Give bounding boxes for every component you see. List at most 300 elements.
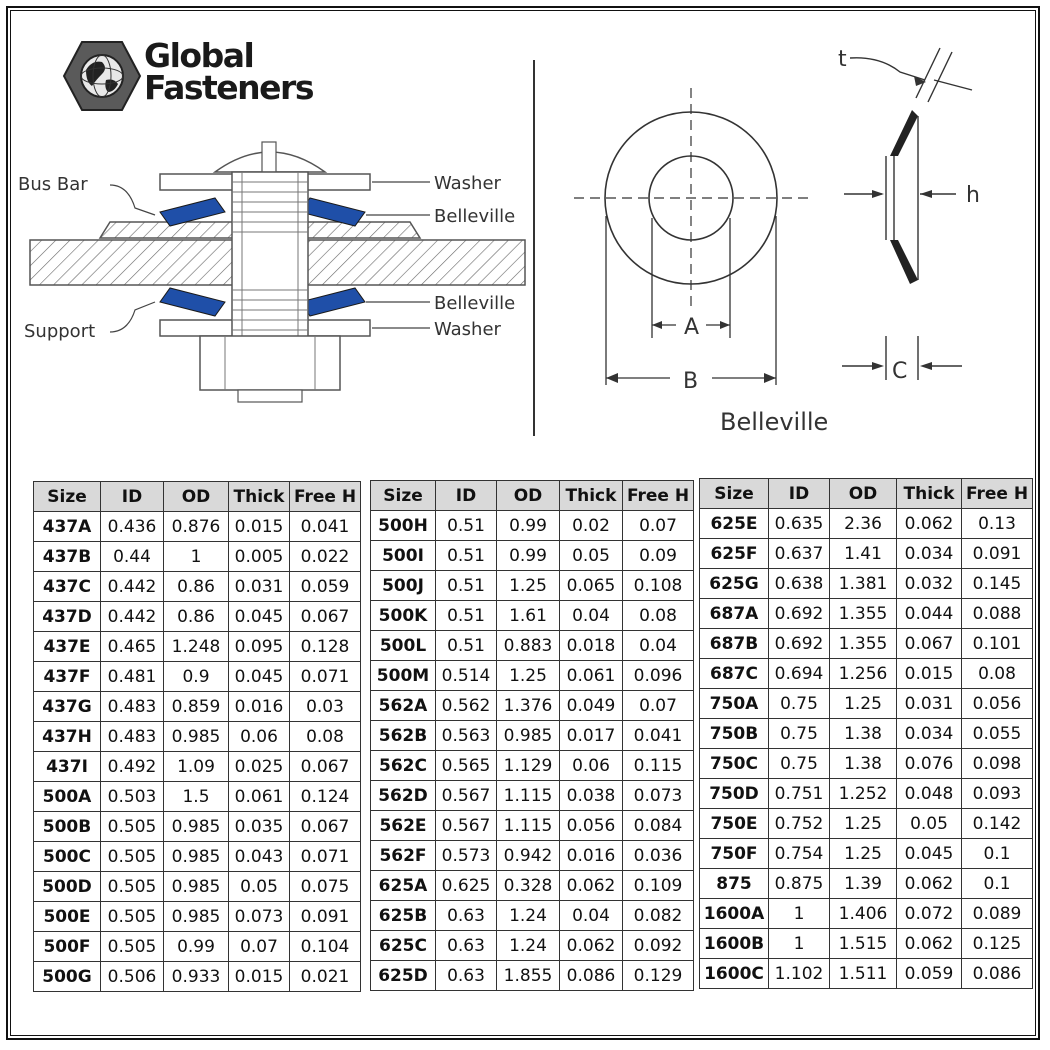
value-cell: 0.086 (560, 961, 623, 991)
value-cell: 0.985 (164, 842, 229, 872)
size-cell: 437E (34, 632, 101, 662)
table-row (700, 629, 1033, 659)
size-cell: 500E (34, 902, 101, 932)
value-cell: 0.129 (623, 961, 694, 991)
value-cell: 0.51 (436, 541, 497, 571)
belleville-bottom-label: Belleville (434, 293, 516, 314)
value-cell: 0.055 (962, 719, 1033, 749)
value-cell: 0.128 (290, 632, 361, 662)
value-cell: 0.082 (623, 901, 694, 931)
value-cell: 0.04 (560, 601, 623, 631)
table-row (34, 722, 361, 752)
value-cell: 1.38 (830, 749, 897, 779)
value-cell: 1.256 (830, 659, 897, 689)
value-cell: 0.483 (101, 722, 164, 752)
size-cell: 750F (700, 839, 769, 869)
table-row (700, 719, 1033, 749)
value-cell: 0.09 (623, 541, 694, 571)
table-row (34, 812, 361, 842)
value-cell: 0.07 (623, 511, 694, 541)
value-cell: 0.565 (436, 751, 497, 781)
value-cell: 0.567 (436, 781, 497, 811)
value-cell: 0.017 (560, 721, 623, 751)
size-cell: 625G (700, 569, 769, 599)
value-cell: 0.505 (101, 872, 164, 902)
value-cell: 0.061 (229, 782, 290, 812)
column-header: Thick (229, 482, 290, 512)
value-cell: 0.442 (101, 572, 164, 602)
brand-name-line1: Global (144, 36, 254, 75)
value-cell: 0.093 (962, 779, 1033, 809)
value-cell: 0.015 (229, 512, 290, 542)
value-cell: 0.109 (623, 871, 694, 901)
column-header: Free H (962, 479, 1033, 509)
washer-bottom-label: Washer (434, 319, 501, 340)
value-cell: 0.049 (560, 691, 623, 721)
column-header: OD (830, 479, 897, 509)
table-row (34, 632, 361, 662)
size-cell: 562C (371, 751, 436, 781)
table-row (700, 509, 1033, 539)
size-cell: 562F (371, 841, 436, 871)
value-cell: 0.115 (623, 751, 694, 781)
value-cell: 0.095 (229, 632, 290, 662)
size-cell: 625C (371, 931, 436, 961)
value-cell: 0.005 (229, 542, 290, 572)
value-cell: 0.692 (769, 599, 830, 629)
value-cell: 0.073 (623, 781, 694, 811)
size-cell: 687C (700, 659, 769, 689)
size-cell: 500F (34, 932, 101, 962)
size-cell: 500I (371, 541, 436, 571)
table-row (34, 932, 361, 962)
value-cell: 1.25 (497, 571, 560, 601)
value-cell: 0.067 (290, 602, 361, 632)
table-row (700, 689, 1033, 719)
value-cell: 0.483 (101, 692, 164, 722)
value-cell: 0.035 (229, 812, 290, 842)
size-cell: 500C (34, 842, 101, 872)
value-cell: 0.098 (962, 749, 1033, 779)
value-cell: 0.016 (229, 692, 290, 722)
table-row (371, 811, 694, 841)
brand-name-line2: Fasteners (144, 68, 313, 107)
dimension-t-label: t (838, 47, 847, 72)
size-cell: 500M (371, 661, 436, 691)
spec-table-1 (33, 481, 361, 992)
value-cell: 0.86 (164, 602, 229, 632)
table-header-row (700, 479, 1033, 509)
value-cell: 0.1 (962, 839, 1033, 869)
table-row (34, 572, 361, 602)
value-cell: 0.942 (497, 841, 560, 871)
value-cell: 0.436 (101, 512, 164, 542)
size-cell: 500K (371, 601, 436, 631)
column-header: Thick (560, 481, 623, 511)
value-cell: 1.515 (830, 929, 897, 959)
table-row (34, 512, 361, 542)
value-cell: 0.635 (769, 509, 830, 539)
size-cell: 687A (700, 599, 769, 629)
value-cell: 1.511 (830, 959, 897, 989)
value-cell: 0.465 (101, 632, 164, 662)
size-cell: 562B (371, 721, 436, 751)
size-cell: 750D (700, 779, 769, 809)
value-cell: 0.04 (560, 901, 623, 931)
value-cell: 0.092 (623, 931, 694, 961)
value-cell: 0.096 (623, 661, 694, 691)
value-cell: 1.115 (497, 811, 560, 841)
value-cell: 1.41 (830, 539, 897, 569)
value-cell: 0.563 (436, 721, 497, 751)
value-cell: 0.63 (436, 961, 497, 991)
value-cell: 0.088 (962, 599, 1033, 629)
table-row (700, 839, 1033, 869)
value-cell: 0.072 (897, 899, 962, 929)
value-cell: 0.08 (962, 659, 1033, 689)
value-cell: 1.61 (497, 601, 560, 631)
value-cell: 0.505 (101, 932, 164, 962)
value-cell: 0.752 (769, 809, 830, 839)
value-cell: 0.084 (623, 811, 694, 841)
value-cell: 0.071 (290, 842, 361, 872)
value-cell: 1.129 (497, 751, 560, 781)
brand-name (144, 36, 313, 107)
size-cell: 687B (700, 629, 769, 659)
column-header: Size (34, 482, 101, 512)
value-cell: 0.059 (897, 959, 962, 989)
column-header: Thick (897, 479, 962, 509)
table-row (34, 872, 361, 902)
value-cell: 0.63 (436, 901, 497, 931)
value-cell: 0.63 (436, 931, 497, 961)
value-cell: 0.442 (101, 602, 164, 632)
value-cell: 0.062 (897, 509, 962, 539)
value-cell: 0.694 (769, 659, 830, 689)
value-cell: 0.056 (560, 811, 623, 841)
size-cell: 1600C (700, 959, 769, 989)
value-cell: 0.481 (101, 662, 164, 692)
value-cell: 0.059 (290, 572, 361, 602)
size-cell: 1600B (700, 929, 769, 959)
value-cell: 0.44 (101, 542, 164, 572)
support-label: Support (24, 321, 96, 342)
size-cell: 625F (700, 539, 769, 569)
value-cell: 0.99 (497, 541, 560, 571)
value-cell: 0.08 (623, 601, 694, 631)
diagram-caption: Belleville (720, 408, 829, 436)
table-header-row (34, 482, 361, 512)
table-row (371, 721, 694, 751)
value-cell: 1.5 (164, 782, 229, 812)
table-row (700, 779, 1033, 809)
table-row (371, 661, 694, 691)
value-cell: 0.883 (497, 631, 560, 661)
value-cell: 0.086 (962, 959, 1033, 989)
value-cell: 0.104 (290, 932, 361, 962)
size-cell: 437I (34, 752, 101, 782)
value-cell: 0.067 (290, 752, 361, 782)
size-cell: 500J (371, 571, 436, 601)
value-cell: 0.985 (164, 722, 229, 752)
value-cell: 1.355 (830, 599, 897, 629)
value-cell: 0.089 (962, 899, 1033, 929)
value-cell: 0.625 (436, 871, 497, 901)
dimension-b-label: B (683, 369, 699, 394)
size-cell: 437D (34, 602, 101, 632)
value-cell: 0.05 (229, 872, 290, 902)
assembly-diagram (10, 130, 530, 420)
dimension-c-label: C (892, 359, 908, 384)
size-cell: 625A (371, 871, 436, 901)
value-cell: 0.9 (164, 662, 229, 692)
size-cell: 750E (700, 809, 769, 839)
value-cell: 1.252 (830, 779, 897, 809)
value-cell: 0.492 (101, 752, 164, 782)
size-cell: 625D (371, 961, 436, 991)
value-cell: 0.692 (769, 629, 830, 659)
value-cell: 0.99 (164, 932, 229, 962)
size-cell: 437H (34, 722, 101, 752)
size-cell: 500D (34, 872, 101, 902)
value-cell: 0.065 (560, 571, 623, 601)
size-cell: 875 (700, 869, 769, 899)
table-row (700, 899, 1033, 929)
value-cell: 0.036 (623, 841, 694, 871)
value-cell: 1.25 (497, 661, 560, 691)
spec-table-3 (699, 478, 1033, 989)
column-header: Size (700, 479, 769, 509)
value-cell: 0.328 (497, 871, 560, 901)
value-cell: 0.02 (560, 511, 623, 541)
value-cell: 0.091 (962, 539, 1033, 569)
table-row (371, 961, 694, 991)
value-cell: 1.115 (497, 781, 560, 811)
table-row (371, 571, 694, 601)
value-cell: 0.045 (897, 839, 962, 869)
table-row (34, 842, 361, 872)
value-cell: 0.638 (769, 569, 830, 599)
value-cell: 0.506 (101, 962, 164, 992)
value-cell: 0.045 (229, 602, 290, 632)
value-cell: 1.24 (497, 901, 560, 931)
value-cell: 0.06 (560, 751, 623, 781)
section-divider (533, 60, 535, 436)
value-cell: 1.102 (769, 959, 830, 989)
value-cell: 0.021 (290, 962, 361, 992)
value-cell: 0.045 (229, 662, 290, 692)
column-header: OD (164, 482, 229, 512)
value-cell: 0.51 (436, 601, 497, 631)
table-row (700, 869, 1033, 899)
value-cell: 0.067 (897, 629, 962, 659)
size-cell: 500B (34, 812, 101, 842)
value-cell: 1 (769, 929, 830, 959)
table-row (700, 749, 1033, 779)
size-cell: 750C (700, 749, 769, 779)
value-cell: 0.51 (436, 511, 497, 541)
value-cell: 0.573 (436, 841, 497, 871)
value-cell: 0.018 (560, 631, 623, 661)
table-row (34, 692, 361, 722)
value-cell: 0.038 (560, 781, 623, 811)
value-cell: 1.355 (830, 629, 897, 659)
value-cell: 0.08 (290, 722, 361, 752)
value-cell: 0.124 (290, 782, 361, 812)
table-row (371, 781, 694, 811)
belleville-top-label: Belleville (434, 206, 516, 227)
value-cell: 1.855 (497, 961, 560, 991)
value-cell: 0.637 (769, 539, 830, 569)
size-cell: 562D (371, 781, 436, 811)
value-cell: 1.25 (830, 809, 897, 839)
value-cell: 0.505 (101, 842, 164, 872)
value-cell: 0.985 (164, 902, 229, 932)
size-cell: 750B (700, 719, 769, 749)
value-cell: 0.51 (436, 631, 497, 661)
value-cell: 0.875 (769, 869, 830, 899)
value-cell: 1.376 (497, 691, 560, 721)
value-cell: 0.1 (962, 869, 1033, 899)
value-cell: 0.04 (623, 631, 694, 661)
table-row (34, 782, 361, 812)
table-row (371, 691, 694, 721)
value-cell: 0.048 (897, 779, 962, 809)
value-cell: 0.025 (229, 752, 290, 782)
table-row (700, 809, 1033, 839)
column-header: ID (436, 481, 497, 511)
size-cell: 437G (34, 692, 101, 722)
size-cell: 562E (371, 811, 436, 841)
value-cell: 0.032 (897, 569, 962, 599)
table-row (371, 901, 694, 931)
value-cell: 0.13 (962, 509, 1033, 539)
value-cell: 0.985 (164, 812, 229, 842)
table-row (371, 541, 694, 571)
value-cell: 0.859 (164, 692, 229, 722)
value-cell: 1.248 (164, 632, 229, 662)
size-cell: 500A (34, 782, 101, 812)
value-cell: 0.022 (290, 542, 361, 572)
size-cell: 500H (371, 511, 436, 541)
value-cell: 1 (164, 542, 229, 572)
bus-bar-label: Bus Bar (18, 174, 88, 195)
value-cell: 1.09 (164, 752, 229, 782)
value-cell: 0.05 (560, 541, 623, 571)
value-cell: 0.062 (897, 869, 962, 899)
value-cell: 0.125 (962, 929, 1033, 959)
value-cell: 0.016 (560, 841, 623, 871)
table-row (371, 841, 694, 871)
table-row (34, 962, 361, 992)
value-cell: 1.24 (497, 931, 560, 961)
value-cell: 0.145 (962, 569, 1033, 599)
value-cell: 0.073 (229, 902, 290, 932)
table-row (700, 929, 1033, 959)
table-row (700, 599, 1033, 629)
value-cell: 1.25 (830, 839, 897, 869)
size-cell: 1600A (700, 899, 769, 929)
value-cell: 0.034 (897, 719, 962, 749)
table-row (371, 931, 694, 961)
value-cell: 0.06 (229, 722, 290, 752)
value-cell: 0.041 (623, 721, 694, 751)
value-cell: 0.044 (897, 599, 962, 629)
value-cell: 1.39 (830, 869, 897, 899)
value-cell: 2.36 (830, 509, 897, 539)
value-cell: 1.25 (830, 689, 897, 719)
belleville-dimension-diagram (560, 40, 1030, 450)
value-cell: 1.381 (830, 569, 897, 599)
value-cell: 0.056 (962, 689, 1033, 719)
value-cell: 0.75 (769, 719, 830, 749)
value-cell: 0.503 (101, 782, 164, 812)
value-cell: 0.567 (436, 811, 497, 841)
table-row (371, 631, 694, 661)
value-cell: 0.514 (436, 661, 497, 691)
size-cell: 437A (34, 512, 101, 542)
column-header: Free H (290, 482, 361, 512)
value-cell: 1.38 (830, 719, 897, 749)
value-cell: 0.067 (290, 812, 361, 842)
value-cell: 0.876 (164, 512, 229, 542)
value-cell: 1 (769, 899, 830, 929)
table-row (34, 542, 361, 572)
table-row (371, 511, 694, 541)
value-cell: 0.75 (769, 749, 830, 779)
washer-top-label: Washer (434, 173, 501, 194)
value-cell: 0.015 (897, 659, 962, 689)
size-cell: 437F (34, 662, 101, 692)
value-cell: 0.108 (623, 571, 694, 601)
value-cell: 0.05 (897, 809, 962, 839)
column-header: Size (371, 481, 436, 511)
value-cell: 0.061 (560, 661, 623, 691)
value-cell: 0.99 (497, 511, 560, 541)
table-row (34, 602, 361, 632)
value-cell: 0.071 (290, 662, 361, 692)
size-cell: 625B (371, 901, 436, 931)
value-cell: 0.933 (164, 962, 229, 992)
value-cell: 0.754 (769, 839, 830, 869)
size-cell: 750A (700, 689, 769, 719)
value-cell: 0.86 (164, 572, 229, 602)
value-cell: 0.041 (290, 512, 361, 542)
table-row (700, 659, 1033, 689)
value-cell: 0.075 (290, 872, 361, 902)
table-row (700, 539, 1033, 569)
size-cell: 625E (700, 509, 769, 539)
value-cell: 0.75 (769, 689, 830, 719)
value-cell: 0.076 (897, 749, 962, 779)
table-header-row (371, 481, 694, 511)
value-cell: 0.505 (101, 812, 164, 842)
value-cell: 0.043 (229, 842, 290, 872)
size-cell: 500G (34, 962, 101, 992)
value-cell: 0.07 (623, 691, 694, 721)
value-cell: 0.03 (290, 692, 361, 722)
column-header: ID (769, 479, 830, 509)
value-cell: 0.562 (436, 691, 497, 721)
value-cell: 0.015 (229, 962, 290, 992)
value-cell: 0.034 (897, 539, 962, 569)
value-cell: 0.031 (897, 689, 962, 719)
size-cell: 500L (371, 631, 436, 661)
value-cell: 0.51 (436, 571, 497, 601)
table-row (34, 752, 361, 782)
value-cell: 0.062 (560, 871, 623, 901)
size-cell: 437C (34, 572, 101, 602)
